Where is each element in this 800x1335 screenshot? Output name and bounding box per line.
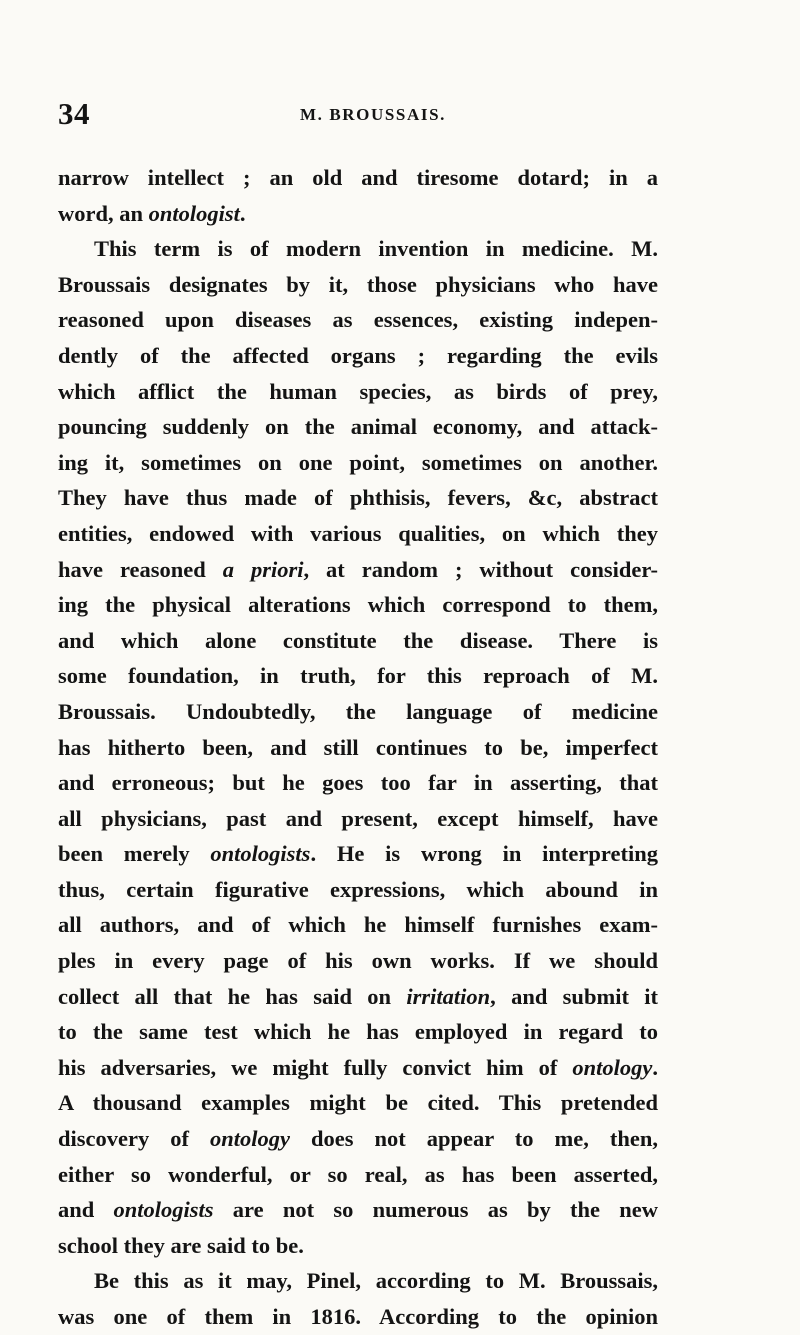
text-line: has hitherto been, and still continues to be, imperfect (58, 734, 658, 760)
text-line: collect all that he has said on irritation, and submit it (58, 983, 658, 1009)
text-line: ing it, sometimes on one point, sometimes on another. (58, 449, 658, 475)
text-line: been merely ontologists. He is wrong in interpreting (58, 841, 658, 867)
italic-term: ontologists (210, 841, 311, 867)
text-line: and ontologists are not so numerous as by the new (58, 1197, 658, 1223)
text-line: reasoned upon diseases as essences, existing indepen- (58, 307, 658, 333)
italic-term: irritation (406, 983, 491, 1009)
text-line: They have thus made of phthisis, fevers, &c, abstract (58, 485, 658, 511)
text-line: was one of them in 1816. According to the opinion (58, 1304, 658, 1329)
text-line: which afflict the human species, as birds of prey, (58, 378, 658, 404)
italic-term: ontology (572, 1054, 653, 1080)
body-text (58, 160, 658, 1335)
text-line: and which alone constitute the disease. There is (58, 627, 658, 653)
italic-term: ontology (209, 1126, 290, 1152)
text-line: narrow intellect ; an old and tiresome dotard; in a (58, 165, 658, 190)
text-line: all authors, and of which he himself furnishes exam- (58, 912, 658, 938)
text-line: and erroneous; but he goes too far in asserting, that (58, 770, 658, 796)
text-line: This term is of modern invention in medicine. M. (94, 236, 658, 262)
text-line: some foundation, in truth, for this reproach of M. (58, 663, 658, 689)
text-line: ing the physical alterations which correspond to them, (58, 592, 658, 618)
text-line: thus, certain figurative expressions, which abound in (58, 876, 658, 902)
running-title: M. BROUSSAIS. (300, 105, 446, 124)
text-line: dently of the affected organs ; regarding the evils (58, 342, 658, 368)
text-line: Be this as it may, Pinel, according to M. Broussais, (94, 1268, 658, 1294)
text-line: have reasoned a priori, at random ; without consider- (58, 556, 658, 582)
text-line: Broussais designates by it, those physicians who have (58, 271, 658, 297)
text-line: to the same test which he has employed in regard to (58, 1019, 658, 1045)
text-line: word, an ontologist. (58, 200, 246, 226)
italic-term: ontologist (148, 200, 240, 226)
text-line: either so wonderful, or so real, as has been asserted, (58, 1161, 658, 1187)
text-line: Broussais. Undoubtedly, the language of medicine (58, 698, 658, 724)
text-line: his adversaries, we might fully convict him of ontology. (58, 1054, 658, 1080)
text-line: entities, endowed with various qualities, on which they (58, 520, 658, 546)
italic-term: ontologists (113, 1197, 214, 1223)
text-line: all physicians, past and present, except himself, have (58, 805, 658, 831)
text-line: school they are said to be. (58, 1232, 304, 1258)
text-line: pouncing suddenly on the animal economy, and attack- (58, 414, 658, 440)
text-line: A thousand examples might be cited. This pretended (58, 1090, 658, 1116)
page-number: 34 (58, 96, 90, 131)
italic-term: a priori (222, 556, 304, 582)
text-line: discovery of ontology does not appear to me, then, (58, 1126, 658, 1152)
text-line: ples in every page of his own works. If we should (58, 948, 658, 974)
